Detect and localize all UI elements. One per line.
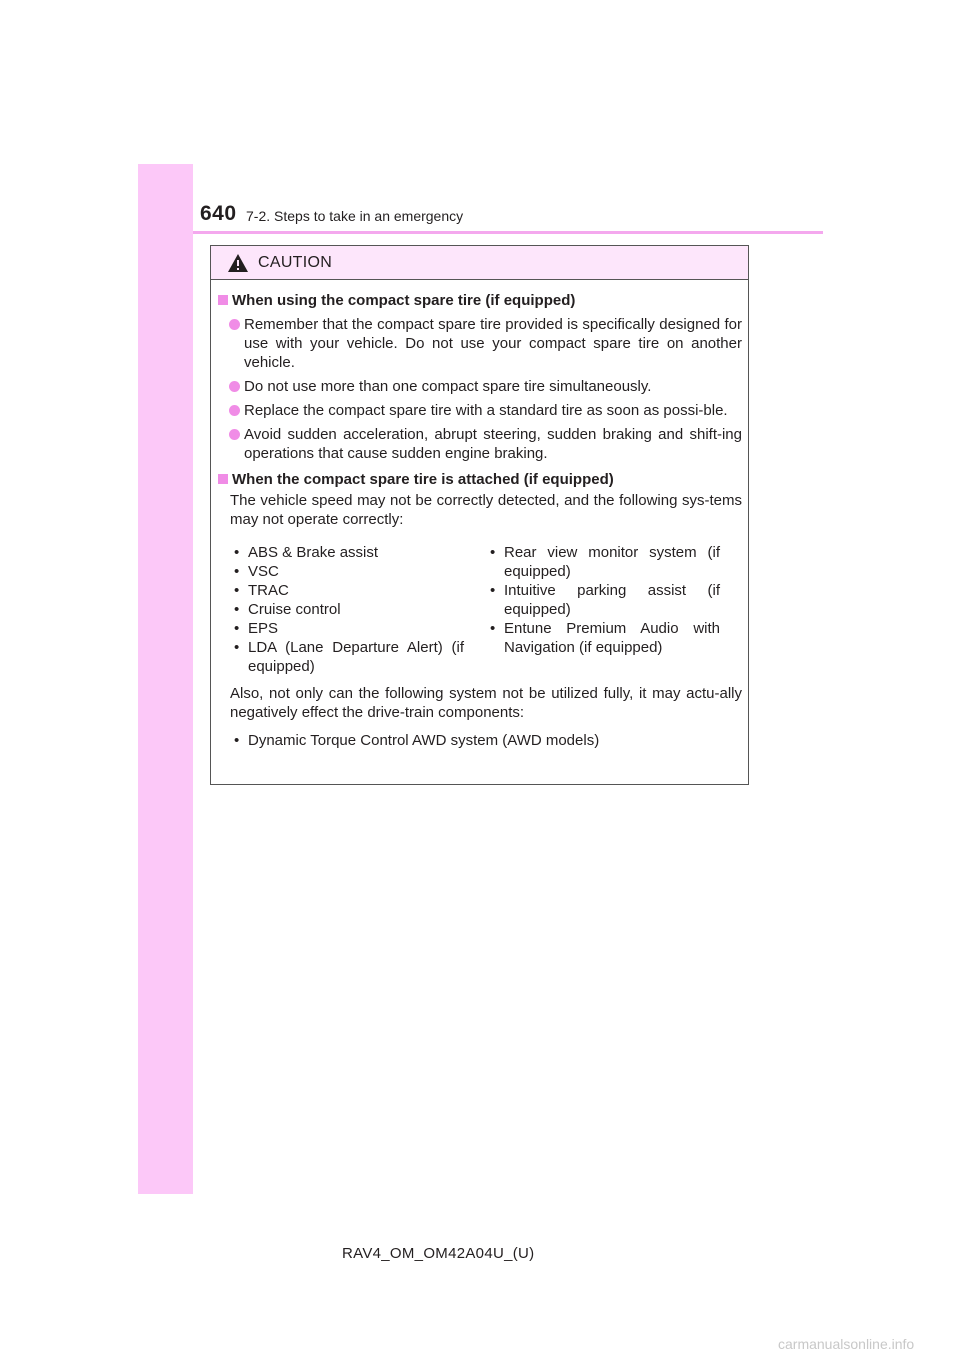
square-bullet-icon	[218, 295, 228, 305]
list-item: • VSC	[234, 563, 279, 580]
section-title: 7-2. Steps to take in an emergency	[246, 208, 464, 224]
watermark: carmanualsonline.info	[778, 1336, 915, 1352]
list-item: • LDA (Lane Departure Alert) (if equipped)	[234, 639, 464, 675]
page-number: 640	[200, 202, 237, 225]
list-item: • Intuitive parking assist (if equipped)	[490, 582, 720, 618]
bullet-item: Remember that the compact spare tire provided is specifically designed for use with your vehicle. Do not use your compact spare tire on another vehicle.	[217, 315, 742, 372]
circle-bullet-icon	[229, 319, 240, 330]
system-columns	[217, 543, 742, 676]
bullet-item: Replace the compact spare tire with a standard tire as soon as possi-ble.	[217, 401, 742, 420]
also-paragraph: Also, not only can the following system not be utilized fully, it may actu-ally negatively effect the drive-train components:	[230, 685, 742, 721]
caution-label: CAUTION	[258, 253, 333, 271]
list-item: • Entune Premium Audio with Navigation (if equipped)	[490, 620, 720, 656]
intro-paragraph: The vehicle speed may not be correctly detected, and the following sys-tems may not operate correctly:	[230, 492, 742, 528]
caution-body	[211, 280, 748, 750]
list-item: • ABS & Brake assist	[234, 544, 379, 561]
bullet-item: Avoid sudden acceleration, abrupt steering, sudden braking and shift-ing operations that cause sudden engine braking.	[217, 425, 742, 463]
list-item: • Cruise control	[234, 601, 341, 618]
circle-bullet-icon	[229, 429, 240, 440]
caution-box	[210, 245, 749, 785]
circle-bullet-icon	[229, 405, 240, 416]
warning-triangle-icon	[227, 253, 249, 273]
caution-header	[211, 246, 748, 280]
square-bullet-icon	[218, 474, 228, 484]
circle-bullet-icon	[229, 381, 240, 392]
left-system-list	[230, 543, 486, 676]
bullet-item: Do not use more than one compact spare tire simultaneously.	[217, 377, 742, 396]
header-rule	[193, 231, 823, 234]
section-heading: When the compact spare tire is attached (if equipped)	[217, 470, 742, 489]
list-item: • TRAC	[234, 582, 289, 599]
side-tab-band	[138, 164, 193, 1194]
document-code: RAV4_OM_OM42A04U_(U)	[342, 1245, 535, 1262]
list-item: • EPS	[234, 620, 279, 637]
section-heading: When using the compact spare tire (if equipped)	[217, 291, 742, 310]
right-system-list	[486, 543, 742, 676]
list-item: • Rear view monitor system (if equipped)	[490, 544, 720, 580]
list-item: • Dynamic Torque Control AWD system (AWD models)	[234, 732, 600, 749]
